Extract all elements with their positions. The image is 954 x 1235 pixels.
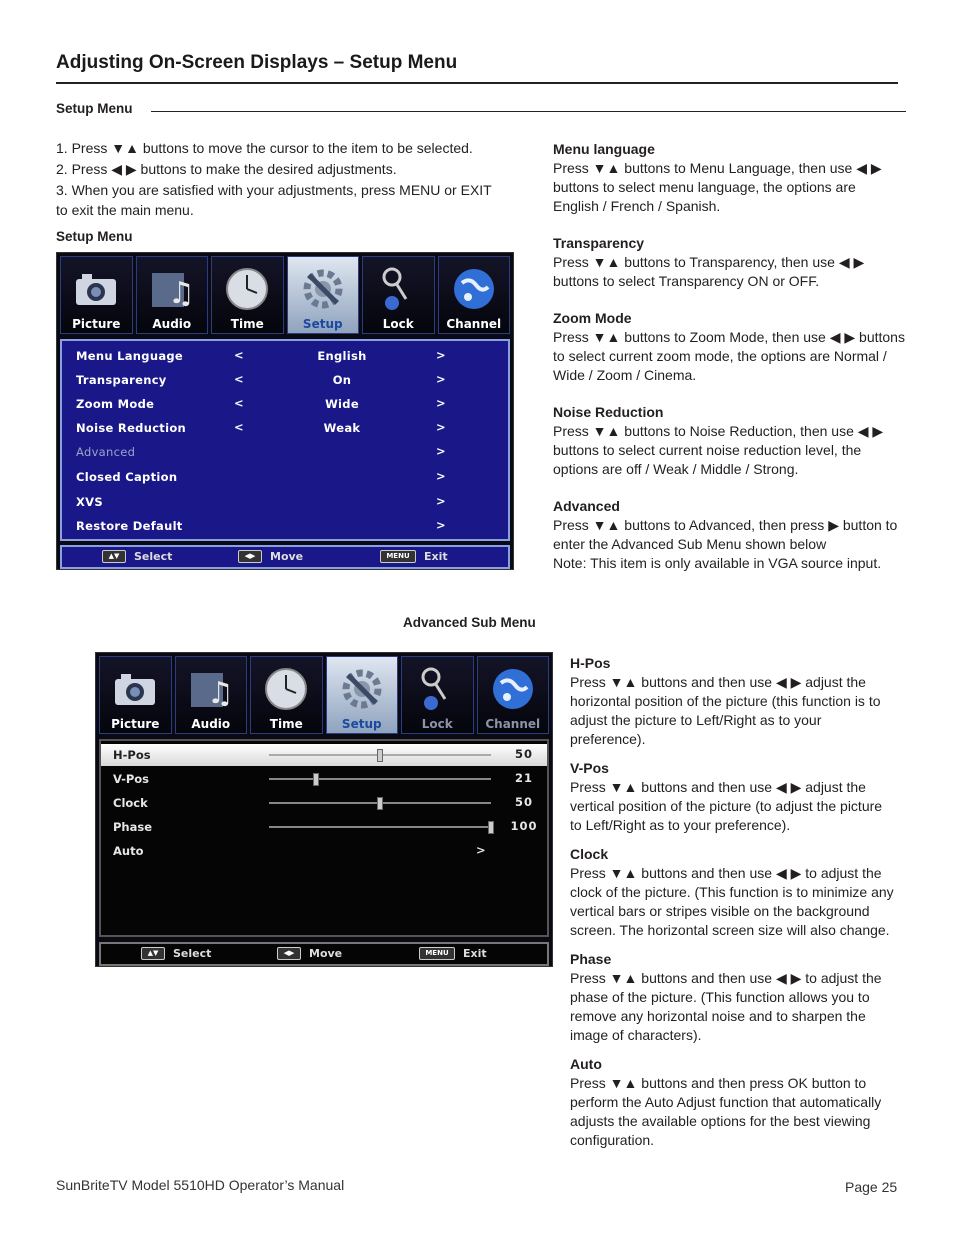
phase-slider[interactable] (269, 826, 491, 828)
globe-icon (448, 263, 500, 315)
right-arrow-icon[interactable]: > (476, 843, 486, 857)
desc-body: Press ▼▲ buttons and then use ◀ ▶ to adjust the phase of the picture. (This function allows you to remove any horizontal noise and to sharpen the image of characters). (570, 970, 882, 1043)
desc-auto (570, 1055, 896, 1150)
adv-row-auto[interactable] (101, 840, 547, 862)
desc-body: Press ▼▲ buttons to Advanced, then press ▶ button to enter the Advanced Sub Menu shown below (553, 517, 898, 552)
row-label: Menu Language (76, 349, 184, 363)
key-icon (411, 663, 463, 715)
step-3: 3. When you are satisfied with your adjustments, press MENU or EXIT to exit the main menu. (56, 182, 492, 218)
section-rule (151, 111, 906, 112)
right-arrow-icon[interactable]: > (436, 494, 446, 508)
menu-key-icon: MENU (419, 947, 455, 960)
move-hint (277, 947, 342, 960)
tab-lock[interactable] (401, 656, 474, 734)
clock-icon (260, 663, 312, 715)
desc-title: Transparency (553, 235, 645, 251)
camera-icon (70, 263, 122, 315)
left-arrow-icon[interactable]: < (234, 396, 244, 410)
desc-phase (570, 950, 896, 1045)
row-value: On (332, 373, 352, 387)
exit-label: Exit (463, 947, 487, 960)
advanced-menu-footer (99, 942, 549, 966)
advanced-menu-tabs (99, 656, 549, 734)
exit-label: Exit (424, 550, 448, 563)
right-arrow-icon[interactable]: > (436, 372, 446, 386)
desc-title: Advanced (553, 498, 620, 514)
tab-label: Channel (446, 317, 502, 331)
desc-advanced (553, 497, 905, 573)
music-note-icon (146, 263, 198, 315)
instruction-steps (56, 138, 506, 221)
tab-audio[interactable] (175, 656, 248, 734)
key-icon (372, 263, 424, 315)
row-label: H-Pos (113, 748, 151, 762)
desc-transparency (553, 234, 905, 291)
slider-thumb[interactable] (488, 821, 494, 834)
setup-descriptions (553, 140, 905, 591)
title-rule (56, 82, 898, 84)
desc-v-pos (570, 759, 896, 835)
menu-row-zoom-mode[interactable] (62, 392, 508, 416)
exit-hint (419, 947, 487, 960)
tab-time[interactable] (211, 256, 284, 334)
row-label: Zoom Mode (76, 397, 155, 411)
leftright-key-icon: ◀▶ (238, 550, 262, 563)
left-arrow-icon[interactable]: < (234, 372, 244, 386)
row-label: Restore Default (76, 519, 183, 533)
tab-channel[interactable] (477, 656, 550, 734)
select-label: Select (173, 947, 212, 960)
desc-h-pos (570, 654, 896, 749)
menu-row-noise-reduction[interactable] (62, 416, 508, 440)
row-label: XVS (76, 495, 103, 509)
row-label: Auto (113, 844, 144, 858)
tab-label: Setup (341, 717, 382, 731)
menu-row-advanced[interactable] (62, 440, 508, 464)
menu-row-menu-language[interactable] (62, 344, 508, 368)
music-note-icon (185, 663, 237, 715)
row-label: Clock (113, 796, 148, 810)
adv-row-clock[interactable] (101, 792, 547, 814)
desc-body: Press ▼▲ buttons and then use ◀ ▶ adjust the vertical position of the picture (to adjust the picture to Left/Right as to your preference). (570, 779, 883, 833)
clock-slider[interactable] (269, 802, 491, 804)
row-value: 50 (514, 795, 533, 809)
globe-icon (487, 663, 539, 715)
row-label: Noise Reduction (76, 421, 187, 435)
gear-wrench-icon (336, 663, 388, 715)
desc-clock (570, 845, 896, 940)
tab-setup[interactable] (326, 656, 399, 734)
row-value: 100 (510, 819, 538, 833)
move-label: Move (309, 947, 343, 960)
desc-body: Press ▼▲ buttons and then use ◀ ▶ adjust the horizontal position of the picture (this function is to adjust the picture to Left/Right as to your preference). (570, 674, 881, 747)
tab-label: Audio (152, 317, 192, 331)
desc-title: Auto (570, 1056, 602, 1072)
advanced-menu-list (99, 739, 549, 937)
setup-menu-list (60, 339, 510, 541)
advanced-menu-screen (95, 652, 553, 967)
row-value: English (317, 349, 367, 363)
right-arrow-icon[interactable]: > (436, 396, 446, 410)
right-arrow-icon[interactable]: > (436, 518, 446, 532)
page-number: Page 25 (845, 1179, 898, 1195)
tab-label: Setup (302, 317, 343, 331)
slider-thumb[interactable] (377, 749, 383, 762)
right-arrow-icon[interactable]: > (436, 444, 446, 458)
select-label: Select (134, 550, 173, 563)
tab-label: Audio (191, 717, 231, 731)
desc-body: Press ▼▲ buttons to Transparency, then use ◀ ▶ buttons to select Transparency ON or OFF. (553, 254, 865, 289)
tab-label: Time (269, 717, 303, 731)
page-title: Adjusting On-Screen Displays – Setup Menu (56, 52, 458, 73)
desc-zoom-mode (553, 309, 905, 385)
desc-menu-language (553, 140, 905, 216)
camera-icon (109, 663, 161, 715)
left-arrow-icon[interactable]: < (234, 348, 244, 362)
tab-label: Picture (72, 317, 121, 331)
row-label: V-Pos (113, 772, 150, 786)
desc-body: Press ▼▲ buttons to Noise Reduction, then use ◀ ▶ buttons to select current noise reduction level, the options are off / Weak / Middle / Strong. (553, 423, 884, 477)
row-value: 50 (514, 747, 533, 761)
desc-title: Clock (570, 846, 609, 862)
menu-row-transparency[interactable] (62, 368, 508, 392)
setup-menu-screen (56, 252, 514, 570)
slider-thumb[interactable] (377, 797, 383, 810)
v-pos-slider[interactable] (269, 778, 491, 780)
right-arrow-icon[interactable]: > (436, 469, 446, 483)
tab-picture[interactable] (60, 256, 133, 334)
desc-title: Menu language (553, 141, 655, 157)
step-2: 2. Press ◀ ▶ buttons to make the desired adjustments. (56, 161, 397, 177)
tab-label: Lock (421, 717, 453, 731)
tab-label: Lock (382, 317, 414, 331)
tab-channel[interactable] (438, 256, 511, 334)
desc-title: H-Pos (570, 655, 611, 671)
tab-lock[interactable] (362, 256, 435, 334)
desc-title: V-Pos (570, 760, 609, 776)
h-pos-slider[interactable] (269, 754, 491, 756)
slider-thumb[interactable] (313, 773, 319, 786)
clock-icon (221, 263, 273, 315)
menu-key-icon: MENU (380, 550, 416, 563)
desc-noise-reduction (553, 403, 905, 479)
tab-audio[interactable] (136, 256, 209, 334)
setup-menu-footer (60, 545, 510, 569)
updown-key-icon: ▲▼ (141, 947, 165, 960)
adv-row-v-pos[interactable] (101, 768, 547, 790)
tab-picture[interactable] (99, 656, 172, 734)
desc-title: Phase (570, 951, 612, 967)
row-value: 21 (514, 771, 533, 785)
step-1: 1. Press ▼▲ buttons to move the cursor to the item to be selected. (56, 140, 473, 156)
desc-body: Press ▼▲ buttons and then use ◀ ▶ to adjust the clock of the picture. (This function is to minimize any vertical bars or stripes visible on the background screen. The horizontal screen size will also change. (570, 865, 894, 938)
desc-body: Press ▼▲ buttons to Zoom Mode, then use ◀ ▶ buttons to select current zoom mode, the options are Normal / Wide / Zoom / Cinema. (553, 329, 905, 383)
select-hint (141, 947, 211, 960)
row-label: Phase (113, 820, 153, 834)
desc-title: Noise Reduction (553, 404, 664, 420)
row-value: Weak (323, 421, 361, 435)
row-label: Transparency (76, 373, 167, 387)
desc-body: Press ▼▲ buttons to Menu Language, then use ◀ ▶ buttons to select menu language, the options are English / French / Spanish. (553, 160, 882, 214)
desc-body: Press ▼▲ buttons and then press OK button to perform the Auto Adjust function that automatically adjusts the available options for the best viewing configuration. (570, 1075, 882, 1148)
right-arrow-icon[interactable]: > (436, 348, 446, 362)
setup-menu-caption: Setup Menu (56, 229, 133, 244)
exit-hint (380, 550, 448, 563)
svg-text:♫: ♫ (167, 276, 195, 311)
tab-label: Picture (111, 717, 160, 731)
leftright-key-icon: ◀▶ (277, 947, 301, 960)
gear-wrench-icon (297, 263, 349, 315)
select-hint (102, 550, 172, 563)
advanced-descriptions (570, 654, 896, 1160)
desc-title: Zoom Mode (553, 310, 632, 326)
right-arrow-icon[interactable]: > (436, 420, 446, 434)
tab-setup[interactable] (287, 256, 360, 334)
move-label: Move (270, 550, 304, 563)
left-arrow-icon[interactable]: < (234, 420, 244, 434)
desc-note: Note: This item is only available in VGA source input. (553, 555, 882, 571)
tab-time[interactable] (250, 656, 323, 734)
row-value: Wide (325, 397, 359, 411)
section-heading: Setup Menu (56, 101, 133, 116)
tab-label: Channel (485, 717, 541, 731)
menu-row-closed-caption[interactable] (62, 465, 508, 489)
row-label: Closed Caption (76, 470, 178, 484)
manual-footer: SunBriteTV Model 5510HD Operator’s Manual (56, 1177, 345, 1193)
adv-row-h-pos[interactable] (101, 744, 547, 766)
updown-key-icon: ▲▼ (102, 550, 126, 563)
advanced-menu-caption: Advanced Sub Menu (403, 615, 536, 630)
tab-label: Time (230, 317, 264, 331)
row-label: Advanced (76, 445, 136, 459)
move-hint (238, 550, 303, 563)
adv-row-phase[interactable] (101, 816, 547, 838)
menu-row-restore-default[interactable] (62, 514, 508, 538)
setup-menu-tabs (60, 256, 510, 334)
svg-text:♫: ♫ (206, 676, 234, 711)
menu-row-xvs[interactable] (62, 490, 508, 514)
